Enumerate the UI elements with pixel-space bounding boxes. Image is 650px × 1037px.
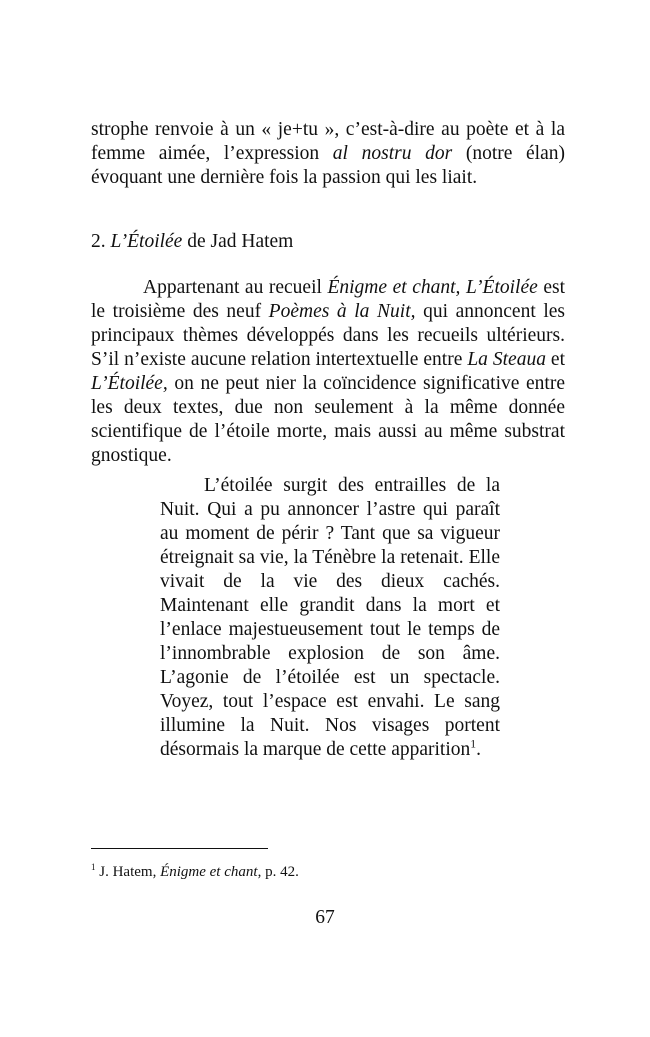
quote-end: . — [476, 739, 481, 760]
footnote-separator — [91, 848, 268, 849]
page-number: 67 — [315, 907, 335, 928]
paragraph-body — [91, 276, 565, 468]
footnote-rest: , p. 42. — [257, 864, 299, 880]
italic-phrase: al nostru dor — [332, 143, 453, 164]
footnote-title: Énigme et chant — [160, 864, 258, 880]
paragraph-continuation — [91, 118, 565, 190]
section-number: 2. — [91, 231, 111, 252]
italic-title: Poèmes à la Nuit, — [268, 301, 416, 322]
italic-title: La Steaua — [467, 349, 546, 370]
section-title-rest: de Jad Hatem — [182, 231, 294, 252]
italic-title: L’Étoilée, — [91, 373, 168, 394]
text-run: et — [545, 349, 566, 370]
quote-text: L’étoilée surgit des entrailles de la Nuit. Qui a pu annoncer l’astre qui paraît au moment de périr ? Tant que sa vigueur étreignait sa vie, la Ténèbre la retenait. Elle vivait de la vie des dieux cachés. Maintenant elle grandit dans la mort et l’enlace majestueusement tout le temps de l’innombrable explosion de son âme. L’agonie de l’étoilée est un spectacle. Voyez, tout l’espace est envahi. Le sang illumine la Nuit. Nos visages portent désormais la marque de cette apparition — [160, 475, 500, 760]
footnote-author: J. Hatem, — [95, 864, 161, 880]
footnote-marker: 1 — [91, 862, 96, 872]
text-run: est le troisième des neuf — [91, 277, 565, 322]
section-heading — [91, 230, 293, 254]
footnote — [91, 862, 299, 882]
text-run: qui annoncent les principaux thèmes développés dans les recueils ultérieurs. S’il n’existe aucune relation intertextuelle entre — [91, 301, 566, 370]
block-quote — [160, 474, 500, 762]
italic-title: Énigme et chant, L’Étoilée — [327, 277, 538, 298]
text-run: strophe renvoie à un « je+tu », c’est-à-dire au poète et à la femme aimée, l’expression — [91, 119, 565, 164]
text-run: (notre élan) évoquant une dernière fois la passion qui les liait. — [91, 143, 565, 188]
footnote-reference[interactable]: 1 — [470, 737, 477, 751]
text-run: Appartenant au recueil — [143, 277, 328, 298]
text-run: on ne peut nier la coïncidence significative entre les deux textes, due non seulement à la même donnée scientifique de l’étoile morte, mais aussi au même substrat gnostique. — [91, 373, 565, 466]
section-title-italic: L’Étoilée — [110, 231, 183, 252]
